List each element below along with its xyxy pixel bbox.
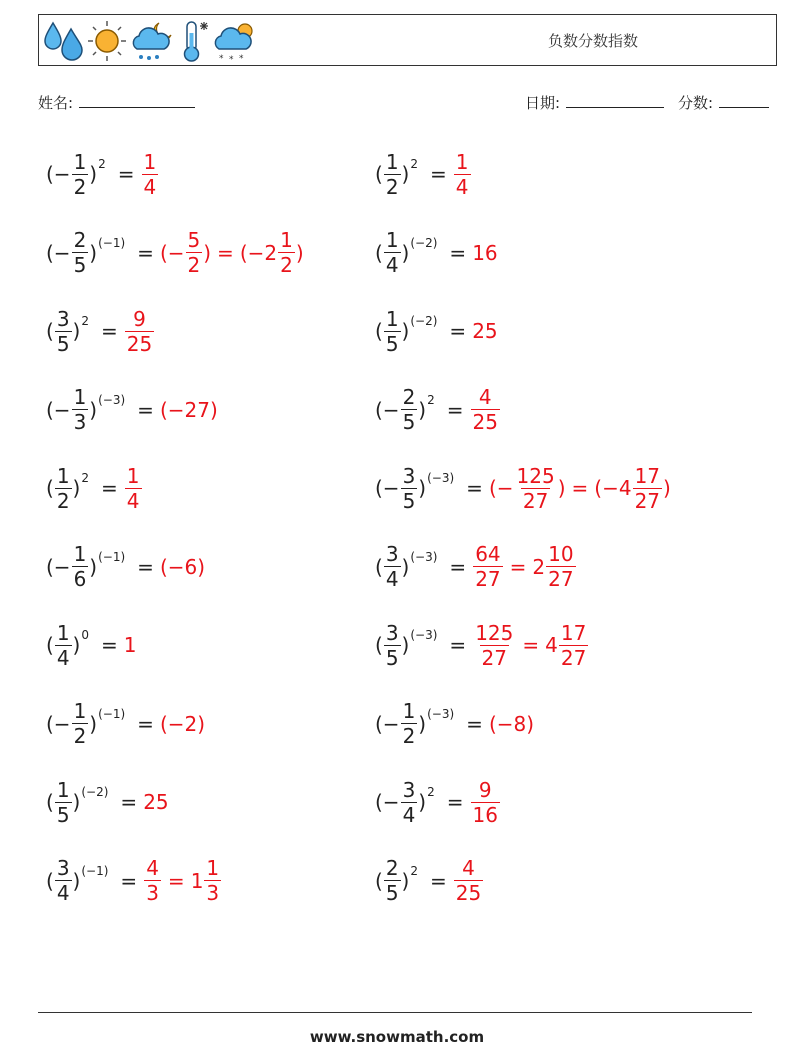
sun-icon [87,19,127,63]
numerator: 2 [402,385,416,409]
problem-item [375,221,498,285]
problem-item [375,849,484,913]
date-blank[interactable] [566,93,664,108]
exponent: (−3) [410,549,438,564]
answer [160,228,304,277]
open-paren: (− [375,476,400,500]
equals-sign: = [137,711,154,736]
equals-sign: = [101,633,118,657]
problem-item [46,849,222,913]
base-fraction [72,542,89,591]
exponent: (−3) [410,628,438,642]
numerator: 2 [73,228,87,252]
base-fraction [72,385,89,434]
denominator: 2 [73,174,87,199]
problem-item [46,221,304,285]
base-fraction [401,385,418,434]
answer [124,307,155,356]
equals-sign: = [101,319,118,343]
answer-fraction [142,150,159,199]
close-paren: ) [401,633,410,657]
numerator: 1 [455,149,469,174]
numerator: 1 [73,699,87,723]
answer [453,856,484,905]
denominator: 5 [56,331,70,356]
exponent: 0 [81,628,89,642]
numerator: 1 [206,856,220,880]
answer-text: (− [159,240,185,265]
name-label: 姓名: [38,94,74,112]
close-paren: ) [72,790,81,814]
exponent: 2 [410,863,418,878]
equals-sign: = [446,790,464,814]
numerator: 125 [516,463,555,488]
denominator: 4 [385,253,399,277]
close-paren: ) [418,711,427,736]
problem-item [375,613,589,677]
denominator: 4 [56,881,70,905]
answer-text: ) [557,476,566,500]
close-paren: ) [401,868,410,893]
answer-text: 2 [532,554,546,579]
equals-sign: = [430,162,447,186]
base-fraction [401,699,418,748]
answer-text: 1 [190,868,204,893]
svg-text:*: * [229,55,234,63]
footer-divider [38,1012,752,1013]
answer-equals-sign: = [522,633,540,657]
answer-text: ) [295,240,304,265]
base-fraction [55,307,72,356]
answer [141,150,160,199]
answer-text: (−2) [159,711,206,736]
equals-sign: = [137,240,154,265]
answer-equals-sign: = [571,476,589,500]
denominator: 5 [385,331,399,356]
base-fraction [401,464,418,513]
problem-item [375,378,501,442]
numerator: 1 [385,149,399,174]
exponent: 2 [410,157,418,171]
answer [160,712,205,736]
numerator: 1 [143,149,157,174]
close-paren: ) [418,476,427,500]
rain-cloud-moon-icon [129,19,175,63]
base-fraction [72,228,89,277]
exponent: (−3) [427,706,455,721]
answer [472,241,497,265]
answer-text: 25 [143,790,169,814]
denominator: 4 [126,488,140,513]
answer-equals-sign: = [167,868,185,893]
answer [470,778,501,827]
numerator: 1 [56,620,70,645]
denominator: 4 [143,174,157,199]
answer-text: (−2 [239,240,278,265]
numerator: 9 [478,777,492,802]
close-paren: ) [89,240,98,265]
answer [470,385,501,434]
problem-item [46,692,205,756]
close-paren: ) [401,240,410,265]
denominator: 4 [56,645,70,670]
close-paren: ) [418,790,427,814]
exponent: (−1) [98,235,126,250]
name-blank[interactable] [79,93,195,108]
problem-item [375,142,472,206]
numerator: 1 [385,306,399,331]
denominator: 4 [385,567,399,591]
open-paren: ( [46,790,54,814]
answer-text: (−4 [594,476,632,500]
numerator: 4 [478,385,492,409]
open-paren: ( [375,633,383,657]
water-drops-icon [43,19,85,63]
exponent: (−2) [81,785,109,799]
open-paren: ( [46,868,54,893]
numerator: 3 [385,542,399,566]
answer-equals-sign: = [509,554,527,579]
denominator: 3 [206,881,220,905]
open-paren: ( [375,240,383,265]
denominator: 2 [187,253,201,277]
denominator: 4 [402,802,416,827]
numerator: 1 [126,463,140,488]
answer-text: 25 [472,319,498,343]
equals-sign: = [120,868,138,893]
answer-fraction [454,150,471,199]
numerator: 4 [146,856,159,880]
base-fraction [55,621,72,670]
base-fraction [384,228,401,277]
answer [143,790,168,814]
close-paren: ) [401,162,410,186]
open-paren: ( [375,162,383,186]
equals-sign: = [120,790,138,814]
numerator: 3 [385,620,399,645]
open-paren: (− [46,711,71,736]
weather-icons [43,19,259,63]
answer-text: ) [663,476,671,500]
base-fraction [72,150,89,199]
problem-item [375,299,498,363]
exponent: (−2) [410,314,438,328]
denominator: 5 [385,881,399,905]
numerator: 4 [462,856,475,880]
problem-item [46,770,169,834]
base-fraction [384,621,401,670]
problem-item [46,142,159,206]
answer-fraction [144,856,161,905]
problem-item [46,456,143,520]
close-paren: ) [72,633,81,657]
score-label: 分数: [678,94,714,112]
denominator: 27 [481,645,507,670]
close-paren: ) [89,397,98,422]
answer-fraction [204,856,221,905]
base-fraction [384,150,401,199]
denominator: 25 [126,331,153,356]
denominator: 16 [472,802,498,827]
numerator: 1 [56,777,70,802]
close-paren: ) [401,319,410,343]
open-paren: ( [46,476,54,500]
exponent: (−1) [98,549,126,564]
denominator: 27 [548,567,574,591]
answer [472,621,589,670]
exponent: (−3) [98,392,126,407]
denominator: 5 [402,410,416,434]
exponent: 2 [98,157,106,171]
answer-text: 16 [472,240,498,265]
base-fraction [55,778,72,827]
base-fraction [384,856,401,905]
snow-cloud-sun-icon [213,19,259,63]
numerator: 1 [73,149,87,174]
denominator: 3 [146,881,159,905]
answer-fraction [471,778,500,827]
answer [472,319,497,343]
answer-fraction [186,228,203,277]
equals-sign: = [449,240,467,265]
answer [160,398,218,422]
open-paren: ( [375,319,383,343]
answer-fraction [559,621,588,670]
open-paren: (− [46,554,71,579]
base-fraction [72,699,89,748]
close-paren: ) [72,868,81,893]
denominator: 5 [56,802,70,827]
equals-sign: = [449,319,467,343]
answer [453,150,472,199]
problem-item [375,692,534,756]
score-field [678,92,769,113]
numerator: 64 [475,542,501,566]
answer [143,856,222,905]
answer [160,555,205,579]
numerator: 17 [560,620,587,645]
numerator: 9 [133,306,146,331]
answer-text: (−8) [488,711,535,736]
open-paren: (− [375,397,400,422]
score-blank[interactable] [719,93,769,108]
answer-fraction [515,464,557,513]
denominator: 25 [472,410,498,434]
open-paren: (− [46,240,71,265]
base-fraction [384,307,401,356]
answer [489,464,671,513]
equals-sign: = [449,633,467,657]
open-paren: (− [375,790,400,814]
numerator: 1 [280,228,293,252]
answer [472,542,576,591]
denominator: 3 [73,410,87,434]
numerator: 5 [187,228,201,252]
equals-sign: = [430,868,447,893]
denominator: 5 [73,253,87,277]
open-paren: (− [46,162,71,186]
numerator: 3 [56,306,70,331]
equals-sign: = [466,476,483,500]
date-field [525,92,664,113]
denominator: 2 [73,724,87,748]
answer-text: 1 [123,633,137,657]
open-paren: ( [46,633,54,657]
problem-item [46,378,218,442]
open-paren: (− [46,397,71,422]
open-paren: (− [375,711,400,736]
denominator: 27 [560,645,587,670]
numerator: 3 [56,856,70,880]
answer [124,633,137,657]
exponent: (−1) [98,706,126,721]
denominator: 2 [402,724,416,748]
equals-sign: = [449,554,467,579]
date-label: 日期: [525,94,561,112]
answer-fraction [278,228,295,277]
close-paren: ) [89,711,98,736]
problem-item [46,613,137,677]
answer-text: (− [488,476,514,500]
exponent: 2 [81,471,89,485]
close-paren: ) [401,554,410,579]
equals-sign: = [101,476,118,500]
answer-fraction [454,856,483,905]
answer-fraction [125,307,154,356]
denominator: 27 [634,488,661,513]
footer-url: www.snowmath.com [309,1028,485,1046]
answer-fraction [473,621,515,670]
exponent: 2 [427,785,435,799]
open-paren: ( [375,868,383,893]
answer [489,712,534,736]
thermometer-icon [177,19,211,63]
worksheet-title: 负数分数指数 [547,32,638,50]
denominator: 2 [280,253,293,277]
answer-text: 4 [545,633,558,657]
name-field [38,92,195,113]
equals-sign: = [466,711,483,736]
svg-text:*: * [219,54,224,63]
numerator: 1 [73,542,87,566]
equals-sign: = [137,554,154,579]
numerator: 2 [385,856,399,880]
answer-text: (−27) [159,397,218,422]
base-fraction [401,778,418,827]
numerator: 3 [402,777,416,802]
answer [124,464,143,513]
base-fraction [384,542,401,591]
close-paren: ) [89,162,98,186]
answer-fraction [471,385,500,434]
numerator: 1 [56,463,70,488]
numerator: 1 [402,699,416,723]
answer-fraction [546,542,575,591]
exponent: 2 [81,314,89,328]
denominator: 5 [402,488,416,513]
denominator: 27 [475,567,501,591]
numerator: 125 [475,620,514,645]
numerator: 3 [402,463,416,488]
worksheet-header [38,14,777,66]
denominator: 2 [385,174,399,199]
close-paren: ) [418,397,427,422]
denominator: 6 [73,567,87,591]
problem-item [375,456,671,520]
exponent: (−2) [410,235,438,250]
close-paren: ) [89,554,98,579]
problem-item [46,299,155,363]
answer-text: (−6) [159,554,206,579]
denominator: 2 [56,488,70,513]
numerator: 17 [634,463,661,488]
open-paren: ( [375,554,383,579]
base-fraction [55,464,72,513]
equals-sign: = [117,162,135,186]
denominator: 5 [385,645,399,670]
problem-item [375,770,501,834]
problem-item [375,535,577,599]
equals-sign: = [137,397,154,422]
equals-sign: = [446,397,464,422]
numerator: 10 [548,542,574,566]
close-paren: ) [72,319,81,343]
exponent: (−3) [427,471,455,485]
base-fraction [55,856,72,905]
answer-fraction [125,464,142,513]
answer-fraction [633,464,662,513]
numerator: 1 [73,385,87,409]
open-paren: ( [46,319,54,343]
numerator: 1 [385,228,399,252]
denominator: 27 [522,488,549,513]
denominator: 4 [455,174,469,199]
denominator: 25 [455,881,482,905]
svg-text:*: * [239,54,244,63]
answer-equals-sign: = [217,240,234,265]
answer-text: ) [203,240,212,265]
problem-item [46,535,205,599]
answer-fraction [473,542,502,591]
exponent: 2 [427,392,435,407]
close-paren: ) [72,476,81,500]
exponent: (−1) [81,863,109,878]
